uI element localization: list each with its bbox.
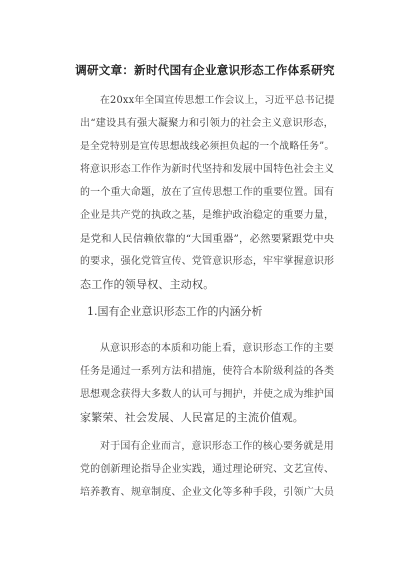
paragraph-line: 从意识形态的本质和功能上看，意识形态工作的主要 (100, 343, 334, 354)
paragraph-line: 是党和人民信赖依靠的“大国重器”，必然要紧跟党中央 (80, 233, 335, 245)
paragraph-line: 企业是共产党的执政之基，是维护政治稳定的重要力量， (80, 210, 335, 221)
paragraph-line: 对于国有企业而言，意识形态工作的核心要务就是用 (100, 441, 334, 452)
paragraph-line: 党的创新理论指导企业实践，通过理论研究、文艺宣传、 (80, 464, 335, 475)
paragraph-line: 将意识形态工作作为新时代坚持和发展中国特色社会主义 (80, 164, 335, 175)
paragraph-line: 家繁荣、社会发展、人民富足的主流价值观。 (80, 411, 304, 424)
paragraph-line: 的一个重大命题，放在了宣传思想工作的重要位置。国有 (80, 187, 335, 198)
paragraph-line: 的要求，强化党管宣传、党管意识形态，牢牢掌握意识形 (80, 256, 335, 267)
paragraph-line: 培养教育、规章制度、企业文化等多种手段，引领广大员 (80, 487, 335, 498)
paragraph-line: 思想观念获得大多数人的认可与拥护，并使之成为维护国 (80, 389, 335, 400)
paragraph-line: 出“建设具有强大凝聚力和引领力的社会主义意识形态， (80, 118, 334, 129)
paragraph-line: 态工作的领导权、主动权。 (80, 278, 215, 291)
paragraph-line: 在20xx年全国宣传思想工作会议上，习近平总书记提 (100, 95, 335, 106)
paragraph-line: 是全党特别是宣传思想战线必须担负起的一个战略任务”。 (80, 141, 335, 152)
section-heading: 1.国有企业意识形态工作的内涵分析 (87, 305, 263, 318)
paragraph-line: 任务是通过一系列方法和措施，使符合本阶级利益的各类 (80, 366, 335, 377)
document-title: 调研文章：新时代国有企业意识形态工作体系研究 (75, 63, 335, 77)
